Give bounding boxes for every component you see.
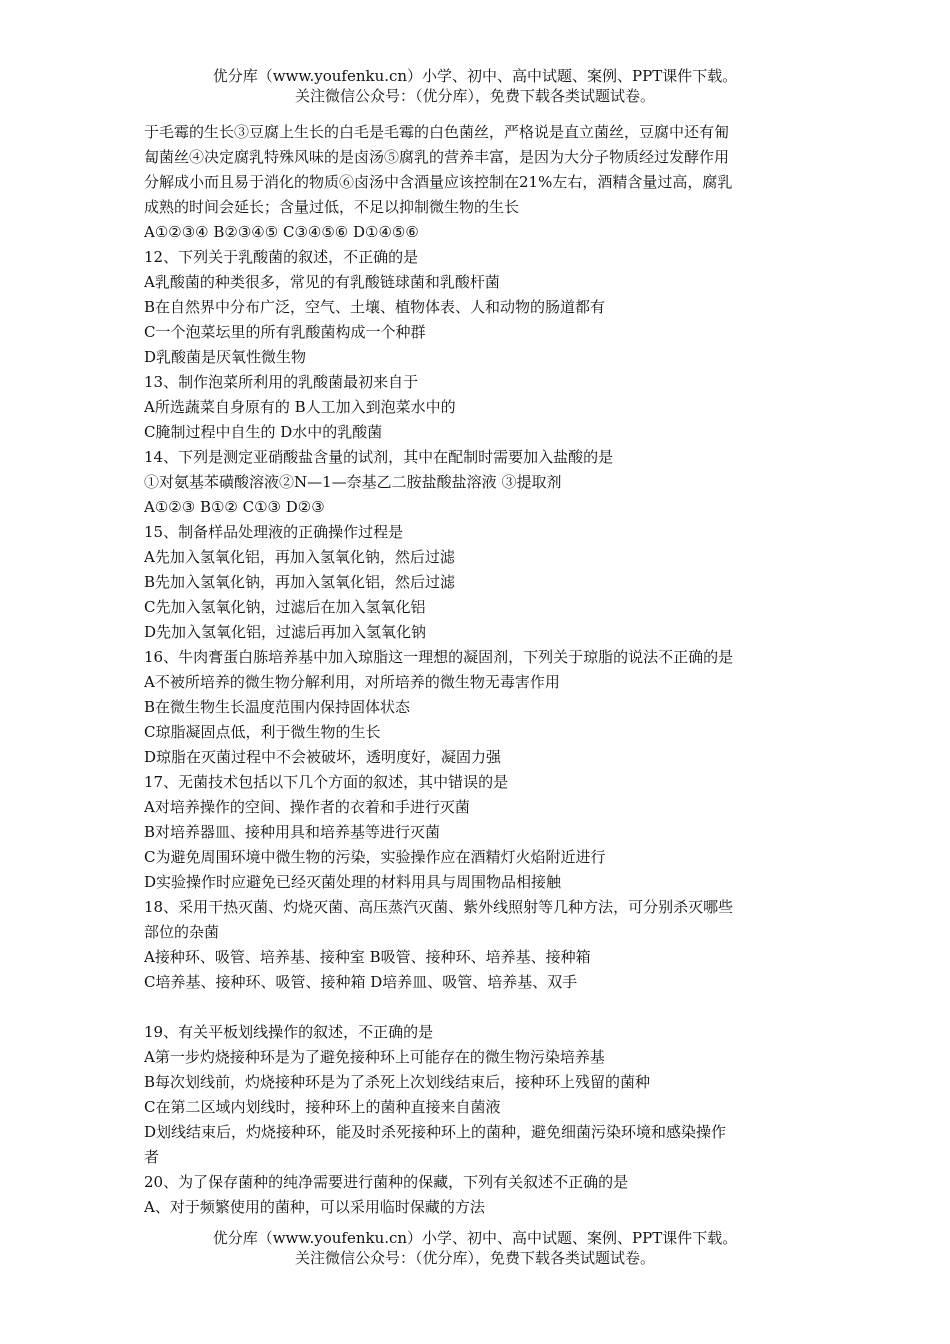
body-line: 成熟的时间会延长；含量过低，不足以抑制微生物的生长	[144, 198, 520, 216]
options-cd: C腌制过程中自生的 D水中的乳酸菌	[144, 423, 383, 441]
page-header	[0, 66, 950, 106]
question-13: 13、制作泡菜所利用的乳酸菌最初来自于	[144, 373, 419, 391]
question-17: 17、无菌技术包括以下几个方面的叙述，其中错误的是	[144, 773, 509, 791]
body-line: 匐菌丝④决定腐乳特殊风味的是卤汤⑤腐乳的营养丰富，是因为大分子物质经过发酵作用	[144, 148, 730, 166]
body-line: 分解成小而且易于消化的物质⑥卤汤中含酒量应该控制在21%左右，酒精含量过高，腐乳	[144, 173, 733, 191]
option-b: B每次划线前，灼烧接种环是为了杀死上次划线结束后，接种环上残留的菌种	[144, 1073, 651, 1091]
answer-options: A①②③ B①② C①③ D②③	[144, 498, 325, 516]
option-d: D先加入氢氧化铝，过滤后再加入氢氧化钠	[144, 623, 427, 641]
footer-line-2: 关注微信公众号：（优分库），免费下载各类试题试卷。	[294, 1249, 655, 1267]
option-a: A第一步灼烧接种环是为了避免接种环上可能存在的微生物污染培养基	[144, 1048, 605, 1066]
option-d: D乳酸菌是厌氧性微生物	[144, 348, 307, 366]
option-b: B在微生物生长温度范围内保持固体状态	[144, 698, 411, 716]
question-18: 18、采用干热灭菌、灼烧灭菌、高压蒸汽灭菌、紫外线照射等几种方法，可分别杀灭哪些	[144, 898, 734, 916]
question-19: 19、有关平板划线操作的叙述，不正确的是	[144, 1023, 434, 1041]
question-14: 14、下列是测定亚硝酸盐含量的试剂，其中在配制时需要加入盐酸的是	[144, 448, 614, 466]
options-ab: A所选蔬菜自身原有的 B人工加入到泡菜水中的	[144, 398, 456, 416]
blank-line	[144, 995, 810, 1020]
option-c: C一个泡菜坛里的所有乳酸菌构成一个种群	[144, 323, 426, 341]
option-c: C为避免周围环境中微生物的污染，实验操作应在酒精灯火焰附近进行	[144, 848, 606, 866]
reagent-list: ①对氨基苯磺酸溶液②N—1—奈基乙二胺盐酸盐溶液 ③提取剂	[144, 473, 562, 491]
question-15: 15、制备样品处理液的正确操作过程是	[144, 523, 404, 541]
option-c: C琼脂凝固点低，利于微生物的生长	[144, 723, 381, 741]
option-b: B在自然界中分布广泛，空气、土壤、植物体表、人和动物的肠道都有	[144, 298, 606, 316]
option-d: D琼脂在灭菌过程中不会被破坏，透明度好，凝固力强	[144, 748, 502, 766]
page-footer	[0, 1228, 950, 1268]
option-a: A对培养操作的空间、操作者的衣着和手进行灭菌	[144, 798, 470, 816]
options-cd: C培养基、接种环、吸管、接种箱 D培养皿、吸管、培养基、双手	[144, 973, 578, 991]
option-a: A、对于频繁使用的菌种，可以采用临时保藏的方法	[144, 1198, 485, 1216]
option-a: A不被所培养的微生物分解利用，对所培养的微生物无毒害作用	[144, 673, 560, 691]
option-b: B先加入氢氧化钠，再加入氢氧化铝，然后过滤	[144, 573, 456, 591]
answer-options: A①②③④ B②③④⑤ C③④⑤⑥ D①④⑤⑥	[144, 223, 419, 241]
option-c: C先加入氢氧化钠，过滤后在加入氢氧化铝	[144, 598, 426, 616]
header-line-1: 优分库（www.youfenku.cn）小学、初中、高中试题、案例、PPT课件下载。	[212, 67, 738, 85]
header-line-2: 关注微信公众号：（优分库），免费下载各类试题试卷。	[294, 87, 655, 105]
option-d: D划线结束后，灼烧接种环，能及时杀死接种环上的菌种，避免细菌污染环境和感染操作	[144, 1123, 727, 1141]
option-d-continued: 者	[144, 1148, 160, 1166]
option-b: B对培养器皿、接种用具和培养基等进行灭菌	[144, 823, 441, 841]
question-18-continued: 部位的杂菌	[144, 923, 220, 941]
question-12: 12、下列关于乳酸菌的叙述，不正确的是	[144, 248, 419, 266]
option-a: A先加入氢氧化铝，再加入氢氧化钠，然后过滤	[144, 548, 455, 566]
option-c: C在第二区域内划线时，接种环上的菌种直接来自菌液	[144, 1098, 501, 1116]
document-body	[144, 120, 810, 1220]
option-d: D实验操作时应避免已经灭菌处理的材料用具与周围物品相接触	[144, 873, 562, 891]
question-20: 20、为了保存菌种的纯净需要进行菌种的保藏，下列有关叙述不正确的是	[144, 1173, 629, 1191]
options-ab: A接种环、吸管、培养基、接种室 B吸管、接种环、培养基、接种箱	[144, 948, 591, 966]
question-16: 16、牛肉膏蛋白胨培养基中加入琼脂这一理想的凝固剂，下列关于琼脂的说法不正确的是	[144, 648, 734, 666]
footer-line-1: 优分库（www.youfenku.cn）小学、初中、高中试题、案例、PPT课件下载。	[212, 1229, 738, 1247]
body-line: 于毛霉的生长③豆腐上生长的白毛是毛霉的白色菌丝，严格说是直立菌丝，豆腐中还有匍	[144, 123, 730, 141]
option-a: A乳酸菌的种类很多，常见的有乳酸链球菌和乳酸杆菌	[144, 273, 500, 291]
